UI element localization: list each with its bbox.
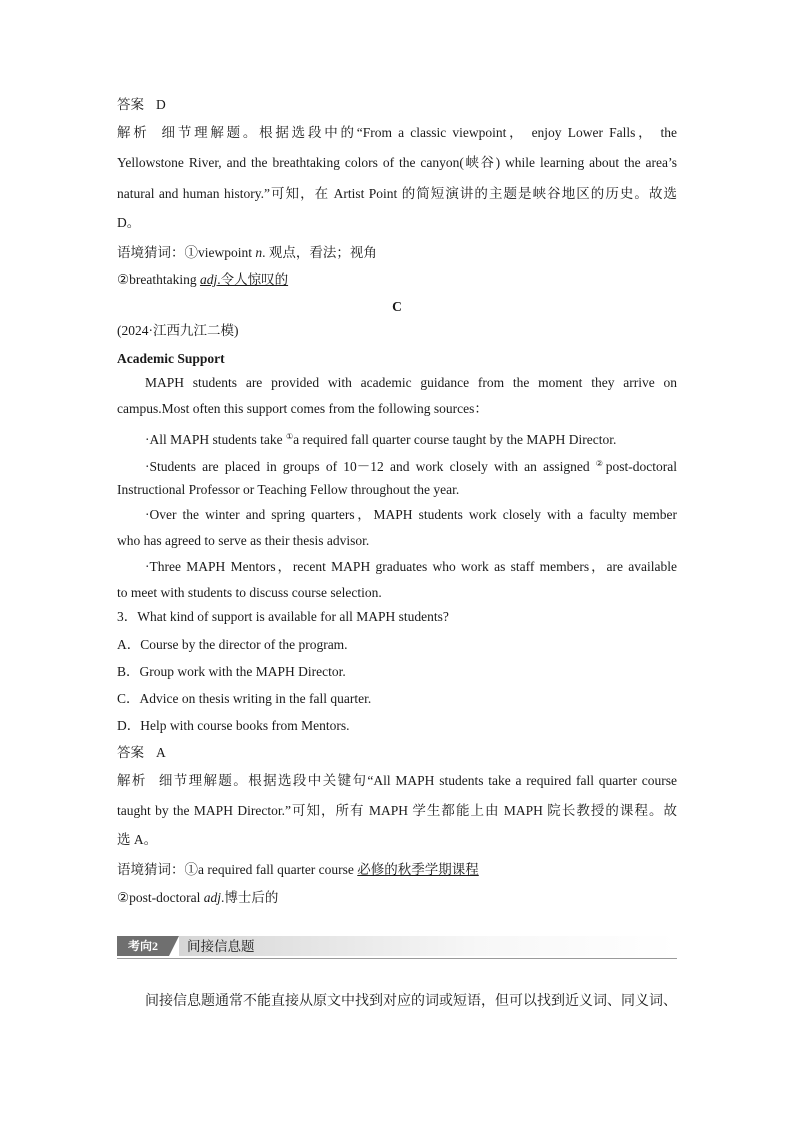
option-d: D．Help with course books from Mentors.: [117, 718, 350, 733]
section-tag-notch: [169, 936, 179, 956]
bullet-text: ·Students are placed in groups of 10－12 and work closely with an assigned: [145, 459, 596, 474]
vocab-pos: adj: [199, 272, 218, 287]
answer-value: D: [156, 97, 166, 112]
analysis-line-3: 选 A。: [117, 832, 158, 847]
annotation-mark: ②: [595, 459, 606, 468]
bullet-text: ·All MAPH students take: [145, 432, 286, 447]
passage-bullet-3-cont: who has agreed to serve as their thesis advisor.: [117, 533, 370, 548]
option-c: C．Advice on thesis writing in the fall quarter.: [117, 691, 372, 706]
analysis-text: 细节理解题。根据选段中关键句“All MAPH students take a required fall quarter course: [158, 773, 678, 788]
answer-label: 答案: [117, 97, 144, 112]
vocab-line-2: [117, 271, 677, 289]
analysis-line-4: D。: [117, 215, 141, 230]
section-header: [117, 936, 677, 959]
analysis-line-3: natural and human history.”可知，在 Artist Point 的简短演讲的主题是峡谷地区的历史。故选: [117, 186, 677, 201]
passage-title: Academic Support: [117, 351, 225, 366]
answer-line-1: [117, 96, 677, 114]
passage-bullet-4: ·Three MAPH Mentors，recent MAPH graduates who work as staff members，are available: [145, 559, 677, 574]
vocab-meaning: .博士后的: [220, 890, 279, 905]
vocab-line-2: [117, 889, 677, 907]
vocab-word: ①a required fall quarter course: [184, 862, 358, 877]
passage-bullet-2: [145, 455, 677, 476]
passage-source: (2024·江西九江二模): [117, 323, 239, 338]
bullet-text: post-doctoral: [605, 459, 677, 474]
section-body-line: 间接信息题通常不能直接从原文中找到对应的词或短语，但可以找到近义词、同义词、: [145, 994, 677, 1009]
analysis-line-1: [117, 772, 677, 790]
vocab-meaning: .令人惊叹的: [217, 272, 289, 287]
option-a: A．Course by the director of the program.: [117, 637, 348, 652]
passage-intro-line-2: campus.Most often this support comes from the following sources：: [117, 401, 488, 416]
vocab-label: 语境猜词：: [117, 245, 185, 260]
vocab-word: ①viewpoint: [184, 245, 256, 260]
answer-line-2: [117, 744, 677, 762]
question-stem: 3．What kind of support is available for all MAPH students?: [117, 609, 449, 624]
analysis-text: 细节理解题。根据选段中的“From a classic viewpoint， enjoy Lower Falls， the: [161, 125, 677, 140]
passage-letter: C: [392, 299, 402, 314]
analysis-label: 解析: [117, 773, 147, 788]
vocab-line-1: [117, 244, 677, 262]
passage-bullet-4-cont: to meet with students to discuss course selection.: [117, 585, 382, 600]
vocab-pos: n: [255, 245, 263, 260]
vocab-line-1: [117, 861, 677, 879]
section-title: 间接信息题: [187, 939, 255, 954]
vocab-word: ②breathtaking: [117, 272, 200, 287]
analysis-line-1: [117, 124, 677, 142]
analysis-label: 解析: [117, 125, 150, 140]
passage-intro-line-1: MAPH students are provided with academic guidance from the moment they arrive on: [145, 375, 677, 390]
passage-bullet-1: [145, 428, 677, 449]
vocab-word: ②post-doctoral: [117, 890, 204, 905]
section-tag: 考向2: [117, 936, 169, 956]
option-b: B．Group work with the MAPH Director.: [117, 664, 346, 679]
vocab-label: 语境猜词：: [117, 862, 185, 877]
answer-value: A: [156, 745, 166, 760]
vocab-meaning: 必修的秋季学期课程: [357, 862, 479, 877]
annotation-mark: ①: [286, 432, 294, 441]
analysis-line-2: Yellowstone River, and the breathtaking colors of the canyon(峡谷) while learning about the area’s: [117, 155, 677, 170]
passage-bullet-3: ·Over the winter and spring quarters，MAPH students work closely with a faculty member: [145, 507, 677, 522]
bullet-text: a required fall quarter course taught by the MAPH Director.: [293, 432, 617, 447]
passage-bullet-2-cont: Instructional Professor or Teaching Fellow throughout the year.: [117, 482, 460, 497]
analysis-line-2: taught by the MAPH Director.”可知，所有 MAPH 学生都能上由 MAPH 院长教授的课程。故: [117, 803, 677, 818]
answer-label: 答案: [117, 745, 144, 760]
vocab-meaning: . 观点，看法；视角: [262, 245, 377, 260]
vocab-pos: adj: [203, 890, 221, 905]
